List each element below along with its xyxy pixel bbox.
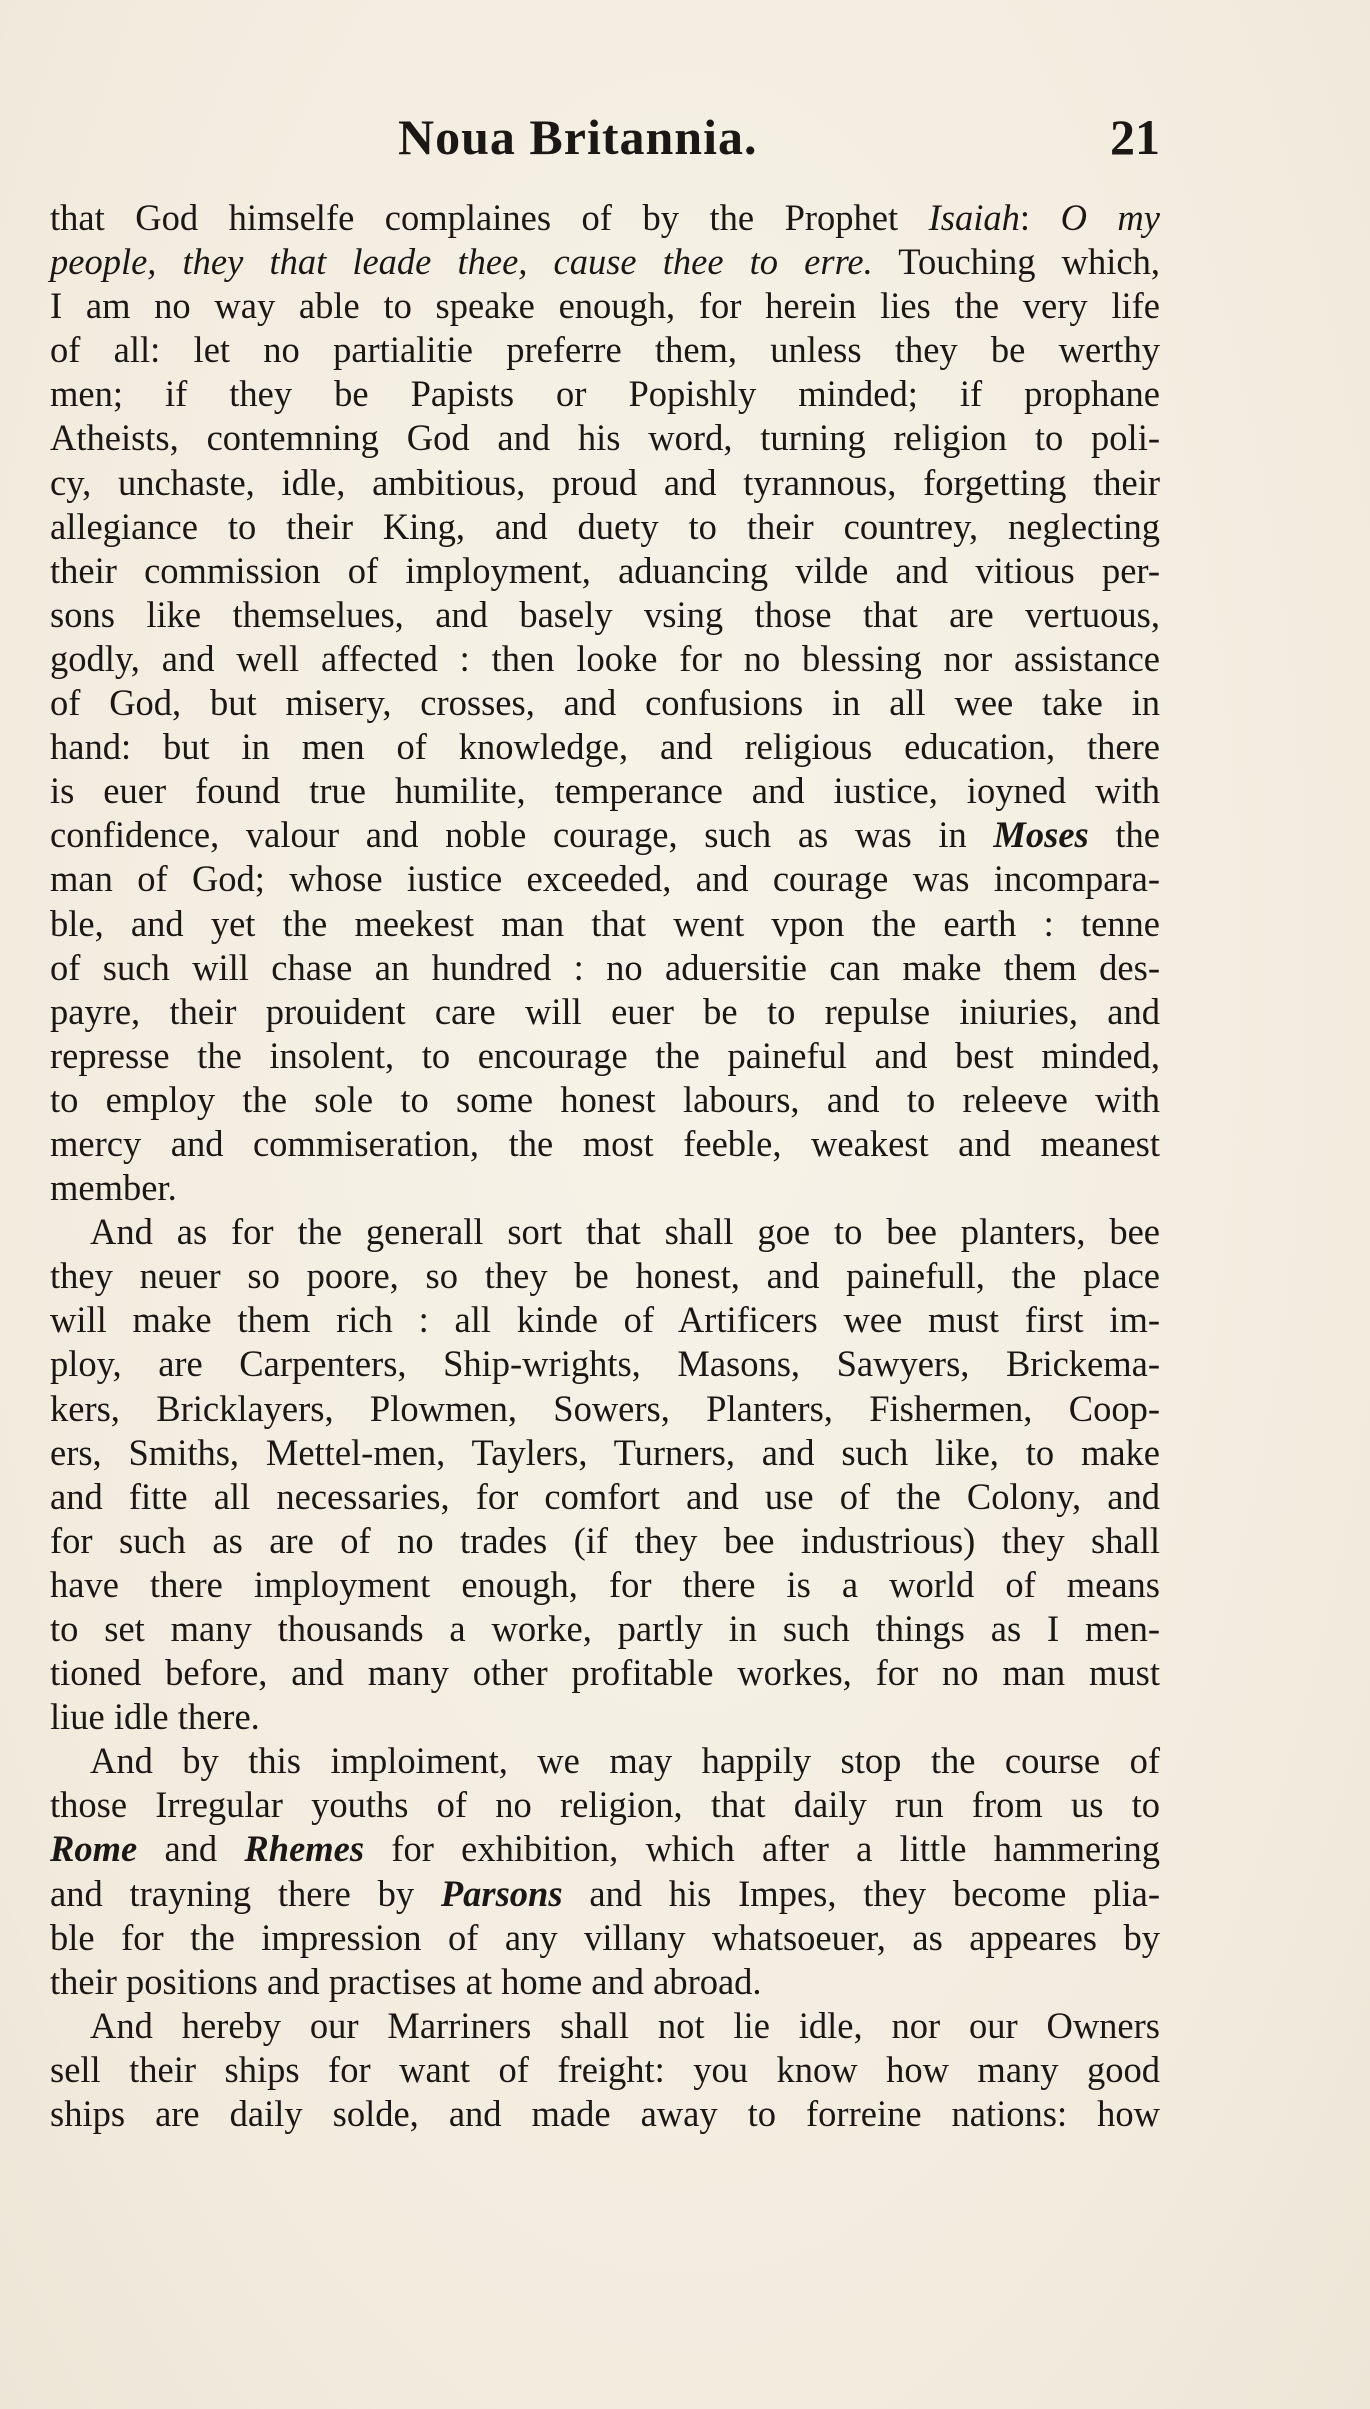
text-line [50,1563,1160,1607]
text-line [50,1739,1160,1783]
text-line [50,196,1160,240]
text-line [50,946,1160,990]
text-line [50,2092,1160,2136]
text-run: people, they that leade thee, cause thee to erre. [50,241,873,283]
text-run: those Irregular youths of no religion, that daily run from us to [50,1784,1160,1826]
text-run: hand: but in men of knowledge, and religious education, there [50,726,1160,768]
text-line [50,1166,1160,1210]
text-run: And as for the generall sort that shall goe to bee planters, bee [90,1211,1160,1253]
text-line [50,990,1160,1034]
text-line [50,284,1160,328]
text-run: of God, but misery, crosses, and confusions in all wee take in [50,682,1160,724]
text-line [50,1475,1160,1519]
text-run: and fitte all necessaries, for comfort and use of the Colony, and [50,1475,1160,1517]
text-run: Atheists, contemning God and his word, turning religion to poli- [50,417,1160,459]
text-run: of all: let no partialitie preferre them, unless they be werthy [50,329,1160,371]
text-line [50,1607,1160,1651]
text-line [50,372,1160,416]
text-line [50,1298,1160,1342]
page-number: 21 [1110,109,1160,165]
text-line [50,769,1160,813]
text-run: payre, their prouident care will euer be to repulse iniuries, and [50,990,1160,1032]
text-run: ships are daily solde, and made away to forreine nations: how [50,2093,1160,2135]
text-run: godly, and well affected : then looke for no blessing nor assistance [50,637,1160,679]
text-line [50,2004,1160,2048]
text-line [50,416,1160,460]
text-line [50,1122,1160,1166]
text-run: cy, unchaste, idle, ambitious, proud and tyrannous, forgetting their [50,461,1160,503]
text-run: Parsons [440,1872,563,1914]
text-line [50,637,1160,681]
text-run: kers, Bricklayers, Plowmen, Sowers, Planters, Fishermen, Coop- [50,1387,1160,1429]
text-run: their positions and practises at home and abroad. [50,1960,762,2002]
text-line [50,1210,1160,1254]
text-line [50,461,1160,505]
text-run: And by this imploiment, we may happily stop the course of [90,1740,1160,1782]
text-line [50,593,1160,637]
text-run: and [137,1828,245,1870]
text-run: represse the insolent, to encourage the paineful and best minded, [50,1034,1160,1076]
text-run: Moses [993,814,1089,856]
running-head [48,108,1160,168]
text-line [50,1342,1160,1386]
text-line [50,1916,1160,1960]
text-run: and his Impes, they become plia- [562,1872,1160,1914]
text-line [50,240,1160,284]
text-line [50,1783,1160,1827]
text-run: member. [50,1167,177,1209]
text-run: sell their ships for want of freight: you know how many good [50,2048,1160,2090]
text-run: O my [1060,197,1160,238]
text-run: liue idle there. [50,1696,260,1738]
text-run: confidence, valour and noble courage, such as was in [50,814,994,856]
text-run: allegiance to their King, and duety to their countrey, neglecting [50,505,1160,547]
text-line [50,1960,1160,2004]
text-run: ble, and yet the meekest man that went vpon the earth : tenne [50,902,1160,944]
text-line [50,2048,1160,2092]
text-line [50,1254,1160,1298]
text-run: and trayning there by [50,1872,441,1914]
text-line [50,1827,1160,1871]
text-line [50,1695,1160,1739]
text-line [50,328,1160,372]
running-title: Noua Britannia. [398,109,758,165]
text-line [50,1872,1160,1916]
text-line [50,1078,1160,1122]
text-run: Isaiah [928,197,1020,238]
text-run: their commission of imployment, aduancing vilde and vitious per- [50,549,1160,591]
text-run: ble for the impression of any villany whatsoeuer, as appeares by [50,1916,1160,1958]
text-line [50,1431,1160,1475]
text-run: the [1088,814,1160,856]
text-run: And hereby our Marriners shall not lie idle, nor our Owners [90,2004,1160,2046]
text-run: to employ the sole to some honest labours, and to releeve with [50,1078,1160,1120]
text-line [50,1651,1160,1695]
text-line [50,902,1160,946]
text-run: Rome [50,1828,138,1870]
text-run: is euer found true humilite, temperance and iustice, ioyned with [50,770,1160,812]
text-run: mercy and commiseration, the most feeble, weakest and meanest [50,1122,1160,1164]
text-run: Touching which, [872,241,1160,283]
text-run: that God himselfe complaines of by the Prophet [50,197,929,238]
text-run: men; if they be Papists or Popishly minded; if prophane [50,373,1160,415]
text-run: Rhemes [244,1828,365,1870]
text-line [50,813,1160,857]
text-run: will make them rich : all kinde of Artificers wee must first im- [50,1299,1160,1341]
text-run: ploy, are Carpenters, Ship-wrights, Masons, Sawyers, Brickema- [50,1343,1160,1385]
text-run: man of God; whose iustice exceeded, and courage was incompara- [50,858,1160,900]
text-run: ers, Smiths, Mettel-men, Taylers, Turners, and such like, to make [50,1431,1160,1473]
text-run: for exhibition, which after a little hammering [364,1828,1160,1870]
text-line [50,725,1160,769]
text-line [50,505,1160,549]
text-run: have there imployment enough, for there is a world of means [50,1563,1160,1605]
text-run: for such as are of no trades (if they bee industrious) they shall [50,1519,1160,1561]
text-line [50,1387,1160,1431]
text-run: they neuer so poore, so they be honest, and painefull, the place [50,1255,1160,1297]
text-run: sons like themselues, and basely vsing those that are vertuous, [50,593,1160,635]
body-text [50,196,1160,2136]
text-run: I am no way able to speake enough, for herein lies the very life [50,285,1160,327]
text-line [50,681,1160,725]
text-run: tioned before, and many other profitable workes, for no man must [50,1652,1160,1694]
text-run: to set many thousands a worke, partly in such things as I men- [50,1608,1160,1649]
text-line [50,1034,1160,1078]
text-run: of such will chase an hundred : no aduersitie can make them des- [50,946,1160,988]
text-run: : [1019,197,1061,238]
text-line [50,549,1160,593]
text-line [50,857,1160,901]
text-line [50,1519,1160,1563]
